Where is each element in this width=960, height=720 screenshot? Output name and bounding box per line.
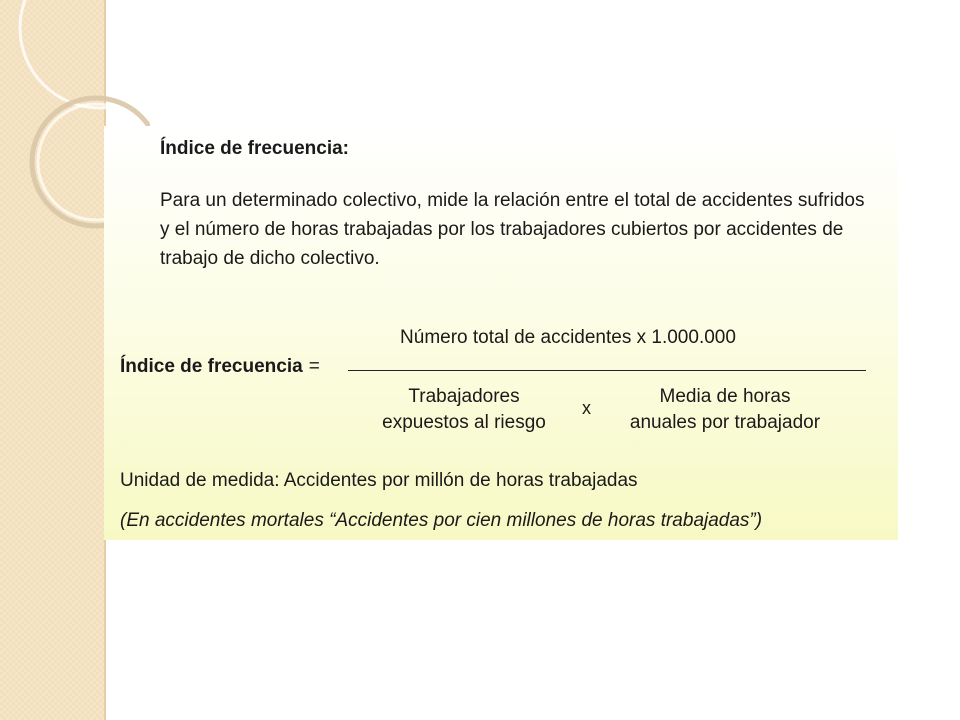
denominator-left-line2: expuestos al riesgo — [382, 412, 546, 433]
unit-of-measure: Unidad de medida: Accidentes por millón de horas trabajadas — [120, 470, 638, 491]
denominator-right-line1: Media de horas — [659, 386, 791, 407]
fraction-bar — [348, 370, 866, 371]
formula-numerator: Número total de accidentes x 1.000.000 — [400, 327, 736, 348]
formula-lhs — [120, 356, 320, 378]
formula-multiply-sign: x — [582, 398, 591, 418]
fatal-accidents-note: (En accidentes mortales “Accidentes por cien millones de horas trabajadas”) — [120, 510, 763, 531]
denominator-left-line1: Trabajadores — [408, 386, 520, 407]
denominator-right-line2: anuales por trabajador — [629, 412, 821, 433]
formula-denominator-left — [364, 384, 564, 436]
definition-title: Índice de frecuencia: — [160, 138, 350, 159]
definition-text: Para un determinado colectivo, mide la relación entre el total de accidentes sufridos y el número de horas trabajadas por los trabajadores cubiertos por accidentes de trabajo de dicho colectivo. — [160, 190, 865, 269]
formula-lhs-label: Índice de frecuencia — [120, 356, 303, 377]
formula-equals: = — [308, 356, 320, 377]
formula-denominator-right — [614, 384, 836, 436]
frequency-index-formula — [104, 322, 898, 442]
content-panel — [104, 126, 898, 540]
